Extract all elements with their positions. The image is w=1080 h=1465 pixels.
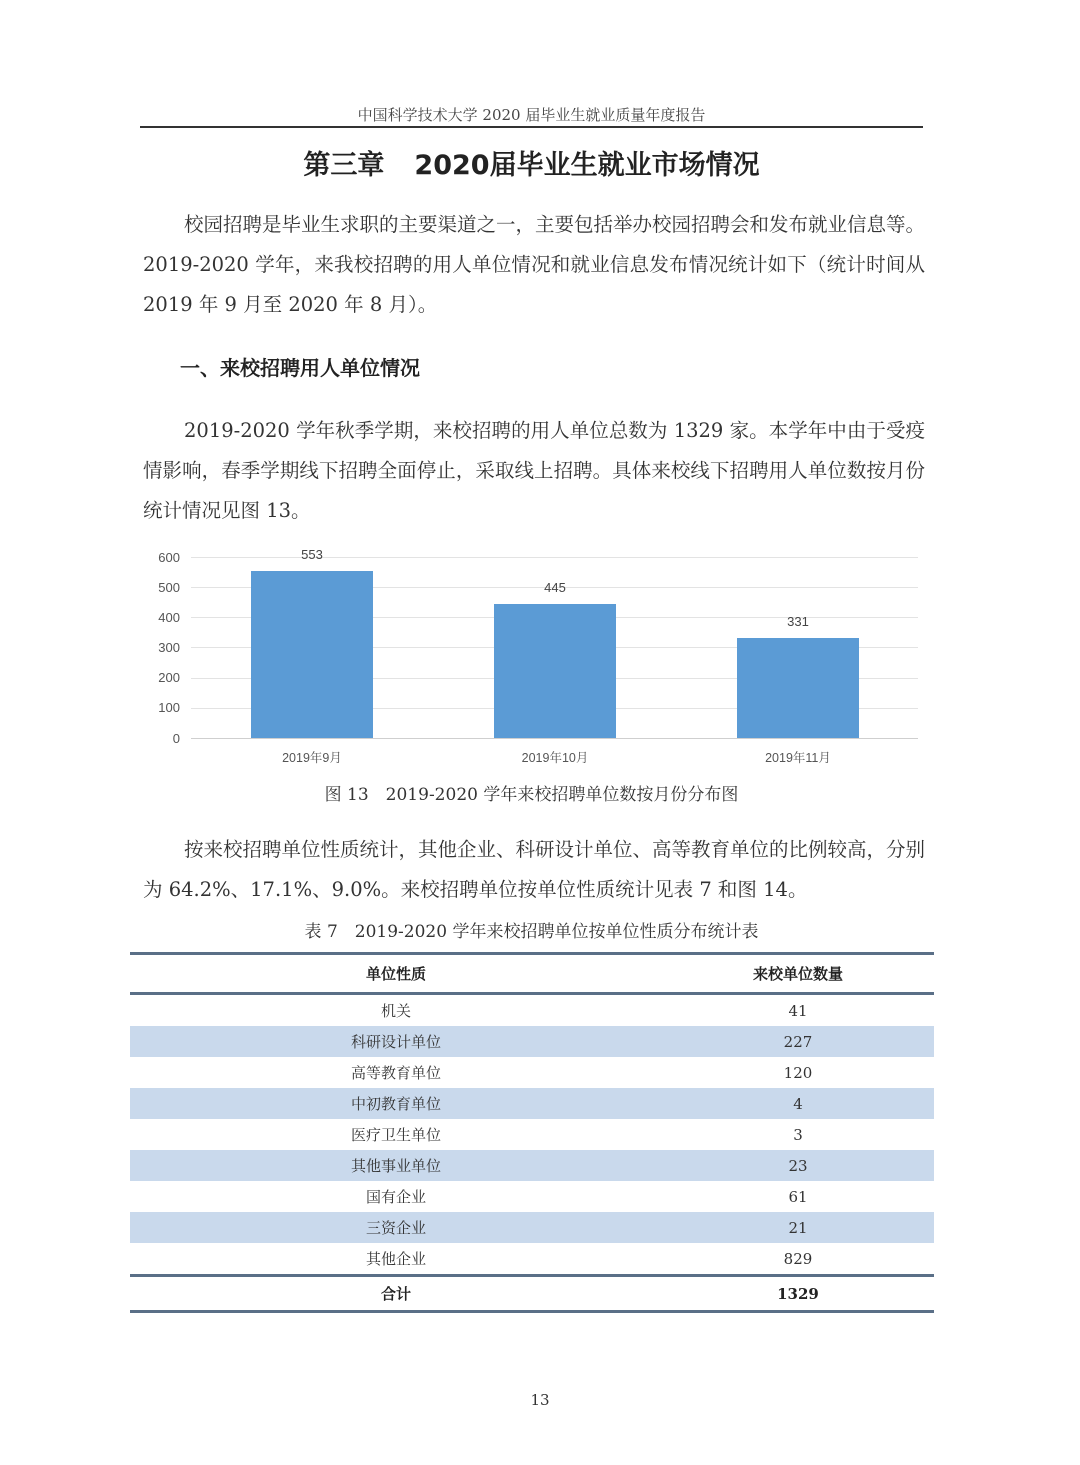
y-tick: 200	[158, 670, 180, 685]
chapter-number: 第三章	[303, 150, 385, 181]
bar-2019-09	[251, 571, 373, 738]
table-row	[130, 1026, 934, 1057]
y-tick: 300	[158, 640, 180, 655]
bar-value-label: 553	[301, 547, 323, 562]
column-header: 单位性质	[365, 965, 426, 983]
y-tick: 400	[158, 610, 180, 625]
running-header: 中国科学技术大学 2020 届毕业生就业质量年度报告	[357, 106, 706, 124]
unit-type-cell: 其他企业	[365, 1250, 426, 1268]
chapter-name: 2020届毕业生就业市场情况	[414, 150, 760, 181]
unit-type-cell: 科研设计单位	[350, 1033, 441, 1051]
bar-value-label: 445	[544, 580, 566, 595]
table-row	[130, 995, 934, 1026]
bar-2019-10	[494, 604, 616, 738]
y-tick: 0	[172, 731, 180, 746]
table-row	[130, 1150, 934, 1181]
chapter-title	[140, 143, 923, 182]
table-row	[130, 1212, 934, 1243]
table7	[130, 952, 934, 1313]
bar-2019-11	[737, 638, 859, 738]
count-cell: 3	[793, 1125, 803, 1144]
unit-type-cell: 医疗卫生单位	[350, 1126, 441, 1144]
total-count: 1329	[777, 1284, 819, 1303]
table-row	[130, 1181, 934, 1212]
unit-type-cell: 三资企业	[365, 1219, 426, 1237]
figure-caption: 图 13 2019-2020 学年来校招聘单位数按月份分布图	[324, 785, 739, 805]
y-tick: 600	[158, 550, 180, 565]
count-cell: 61	[788, 1187, 808, 1206]
x-axis-line	[191, 738, 918, 739]
unit-type-cell: 国有企业	[365, 1188, 426, 1206]
table-row	[130, 1057, 934, 1088]
unit-type-cell: 机关	[380, 1002, 411, 1020]
x-tick-label: 2019年9月	[282, 751, 342, 765]
y-tick: 100	[158, 700, 180, 715]
table-caption: 表 7 2019-2020 学年来校招聘单位按单位性质分布统计表	[304, 922, 759, 942]
section-heading: 一、来校招聘用人单位情况	[180, 356, 420, 380]
count-cell: 829	[783, 1249, 813, 1268]
bar-value-label: 331	[787, 614, 809, 629]
table-row	[130, 1243, 934, 1274]
bar-chart-figure13	[150, 545, 930, 775]
x-tick-label: 2019年11月	[765, 751, 831, 765]
table-bottom-rule	[130, 1310, 934, 1313]
count-cell: 23	[788, 1156, 808, 1175]
table-row	[130, 1088, 934, 1119]
intro-paragraph: 校园招聘是毕业生求职的主要渠道之一，主要包括举办校园招聘会和发布就业信息等。2019-2020 学年，来我校招聘的用人单位情况和就业信息发布情况统计如下（统计时间从 2019 年 9 月至 2020 年 8 月）。	[143, 213, 926, 316]
count-cell: 227	[783, 1032, 813, 1051]
header-rule	[140, 126, 923, 128]
count-cell: 21	[788, 1218, 808, 1237]
count-cell: 120	[783, 1063, 813, 1082]
unit-type-cell: 其他事业单位	[350, 1157, 441, 1175]
page-number: 13	[530, 1391, 550, 1409]
section1-paragraph: 2019-2020 学年秋季学期，来校招聘的用人单位总数为 1329 家。本学年中由于受疫情影响，春季学期线下招聘全面停止，采取线上招聘。具体来校线下招聘用人单位数按月份统计情况见图 13。	[143, 419, 925, 522]
count-cell: 41	[788, 1001, 808, 1020]
unit-type-cell: 高等教育单位	[350, 1064, 441, 1082]
nature-summary-paragraph: 按来校招聘单位性质统计，其他企业、科研设计单位、高等教育单位的比例较高，分别为 64.2%、17.1%、9.0%。来校招聘单位按单位性质统计见表 7 和图 14。	[143, 838, 926, 901]
table-row	[130, 1119, 934, 1150]
y-tick: 500	[158, 580, 180, 595]
unit-type-cell: 中初教育单位	[350, 1095, 441, 1113]
count-cell: 4	[793, 1094, 803, 1113]
total-label: 合计	[380, 1285, 411, 1303]
x-tick-label: 2019年10月	[521, 751, 589, 765]
table-header-row	[130, 955, 934, 992]
table-total-row	[130, 1277, 934, 1310]
column-header: 来校单位数量	[752, 965, 843, 983]
